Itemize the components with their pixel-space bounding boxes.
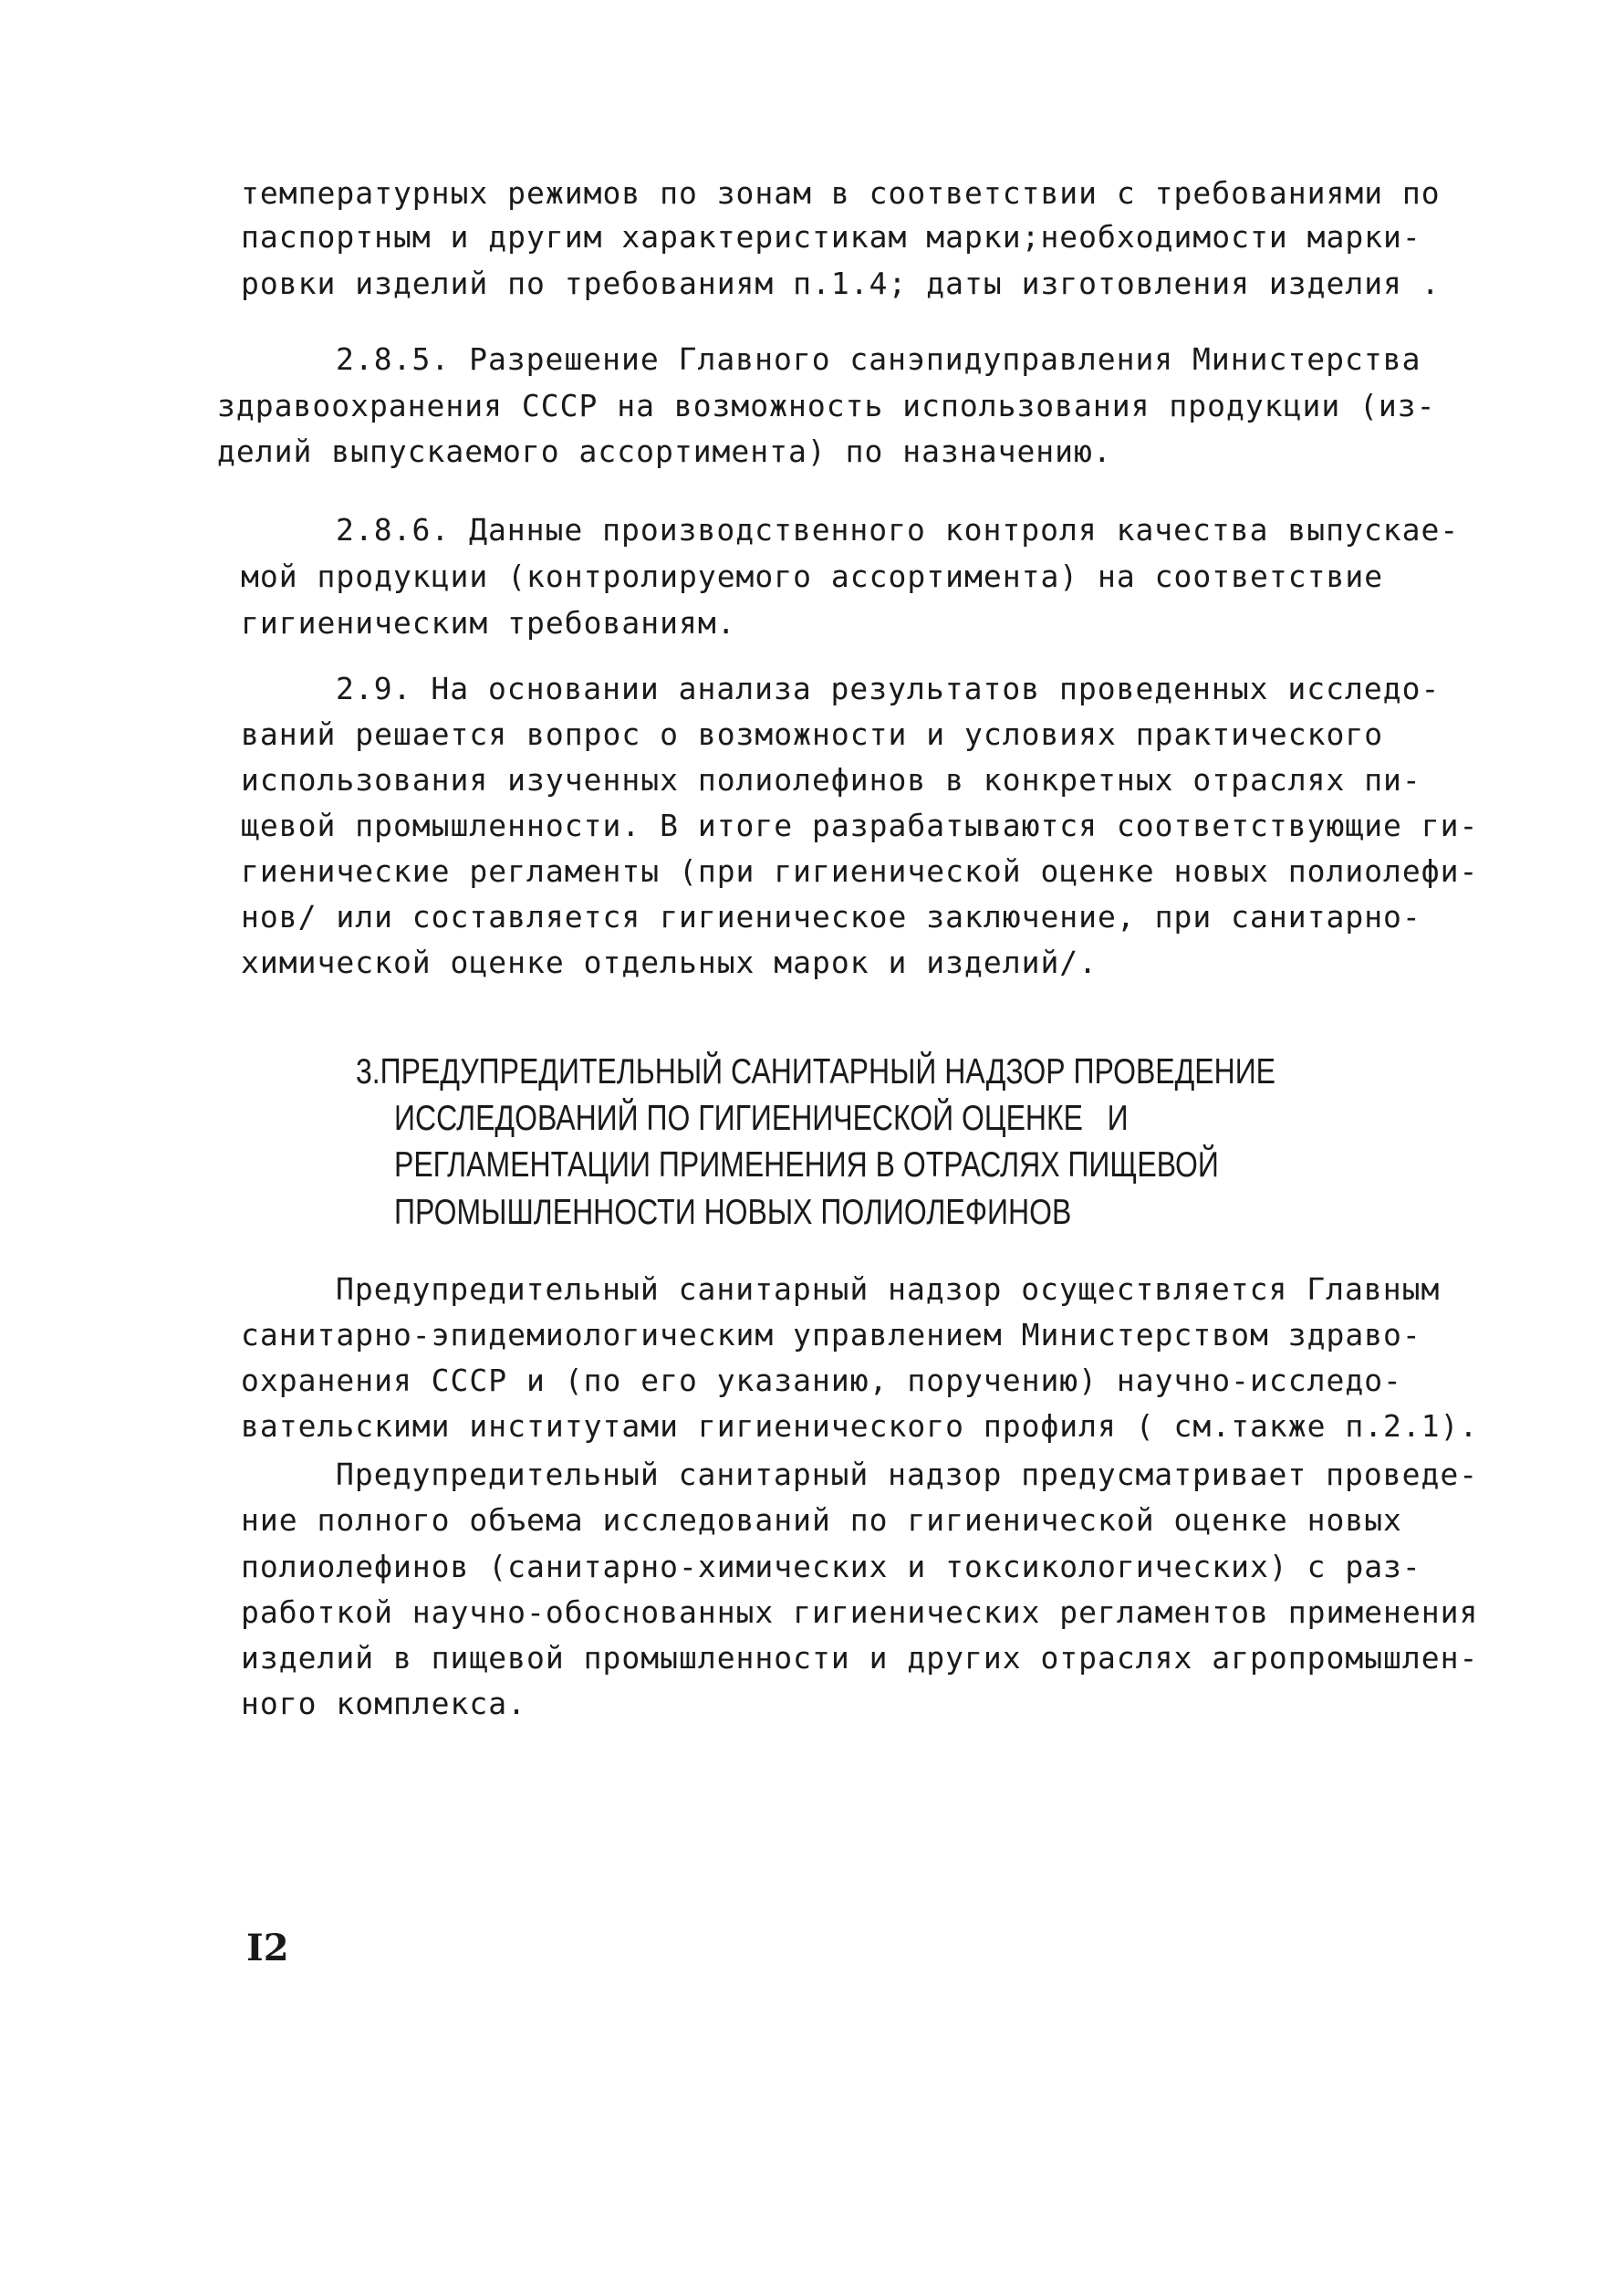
text-line: Предупредительный санитарный надзор предусматривает проведе- xyxy=(336,1457,1479,1492)
heading-line: 3.ПРЕДУПРЕДИТЕЛЬНЫЙ САНИТАРНЫЙ НАДЗОР ПРОВЕДЕНИЕ xyxy=(356,1052,1276,1091)
text-line: гигиеническим требованиям. xyxy=(241,605,736,641)
text-line: охранения СССР и (по его указанию, поручению) научно-исследо- xyxy=(241,1363,1402,1398)
text-line: химической оценке отдельных марок и изделий/. xyxy=(241,945,1098,980)
text-line: Предупредительный санитарный надзор осуществляется Главным xyxy=(336,1271,1441,1307)
text-line: 2.8.5. Разрешение Главного санэпидуправления Министерства xyxy=(336,341,1421,377)
heading-line: РЕГЛАМЕНТАЦИИ ПРИМЕНЕНИЯ В ОТРАСЛЯХ ПИЩЕВОЙ xyxy=(394,1145,1219,1185)
heading-line: ПРОМЫШЛЕННОСТИ НОВЫХ ПОЛИОЛЕФИНОВ xyxy=(394,1193,1072,1232)
heading-line: ИССЛЕДОВАНИЙ ПО ГИГИЕНИЧЕСКОЙ ОЦЕНКЕ И xyxy=(394,1099,1129,1138)
text-line: изделий в пищевой промышленности и других отраслях агропромышлен- xyxy=(241,1640,1479,1676)
text-line: 2.9. На основании анализа результатов проведенных исследо- xyxy=(336,671,1441,706)
text-line: работкой научно-обоснованных гигиенических регламентов применения xyxy=(241,1594,1479,1630)
text-line: использования изученных полиолефинов в конкретных отраслях пи- xyxy=(241,762,1421,798)
text-line: ного комплекса. xyxy=(241,1686,527,1721)
text-line: мой продукции (контролируемого ассортимента) на соответствие xyxy=(241,559,1384,594)
text-line: паспортным и другим характеристикам марки;необходимости марки- xyxy=(241,219,1421,255)
text-line: нов/ или составляется гигиеническое заключение, при санитарно- xyxy=(241,899,1421,935)
text-line: ние полного объема исследований по гигиенической оценке новых xyxy=(241,1502,1402,1538)
text-line: 2.8.6. Данные производственного контроля качества выпускае- xyxy=(336,512,1460,548)
text-line: полиолефинов (санитарно-химических и токсикологических) с раз- xyxy=(241,1549,1421,1584)
text-line: вательскими институтами гигиенического профиля ( см.также п.2.1). xyxy=(241,1408,1479,1444)
text-line: температурных режимов по зонам в соответствии с требованиями по xyxy=(241,175,1441,211)
text-line: санитарно-эпидемиологическим управлением Министерством здраво- xyxy=(241,1317,1421,1353)
page-number: I2 xyxy=(246,1927,289,1969)
text-line: ровки изделий по требованиям п.1.4; даты изготовления изделия . xyxy=(241,266,1441,301)
text-line: гиенические регламенты (при гигиенической оценке новых полиолефи- xyxy=(241,853,1479,889)
text-line: здравоохранения СССР на возможность использования продукции (из- xyxy=(217,388,1436,423)
text-line: ваний решается вопрос о возможности и условиях практического xyxy=(241,716,1384,752)
text-line: делий выпускаемого ассортимента) по назначению. xyxy=(217,433,1112,469)
text-line: щевой промышленности. В итоге разрабатываются соответствующие ги- xyxy=(241,808,1479,843)
